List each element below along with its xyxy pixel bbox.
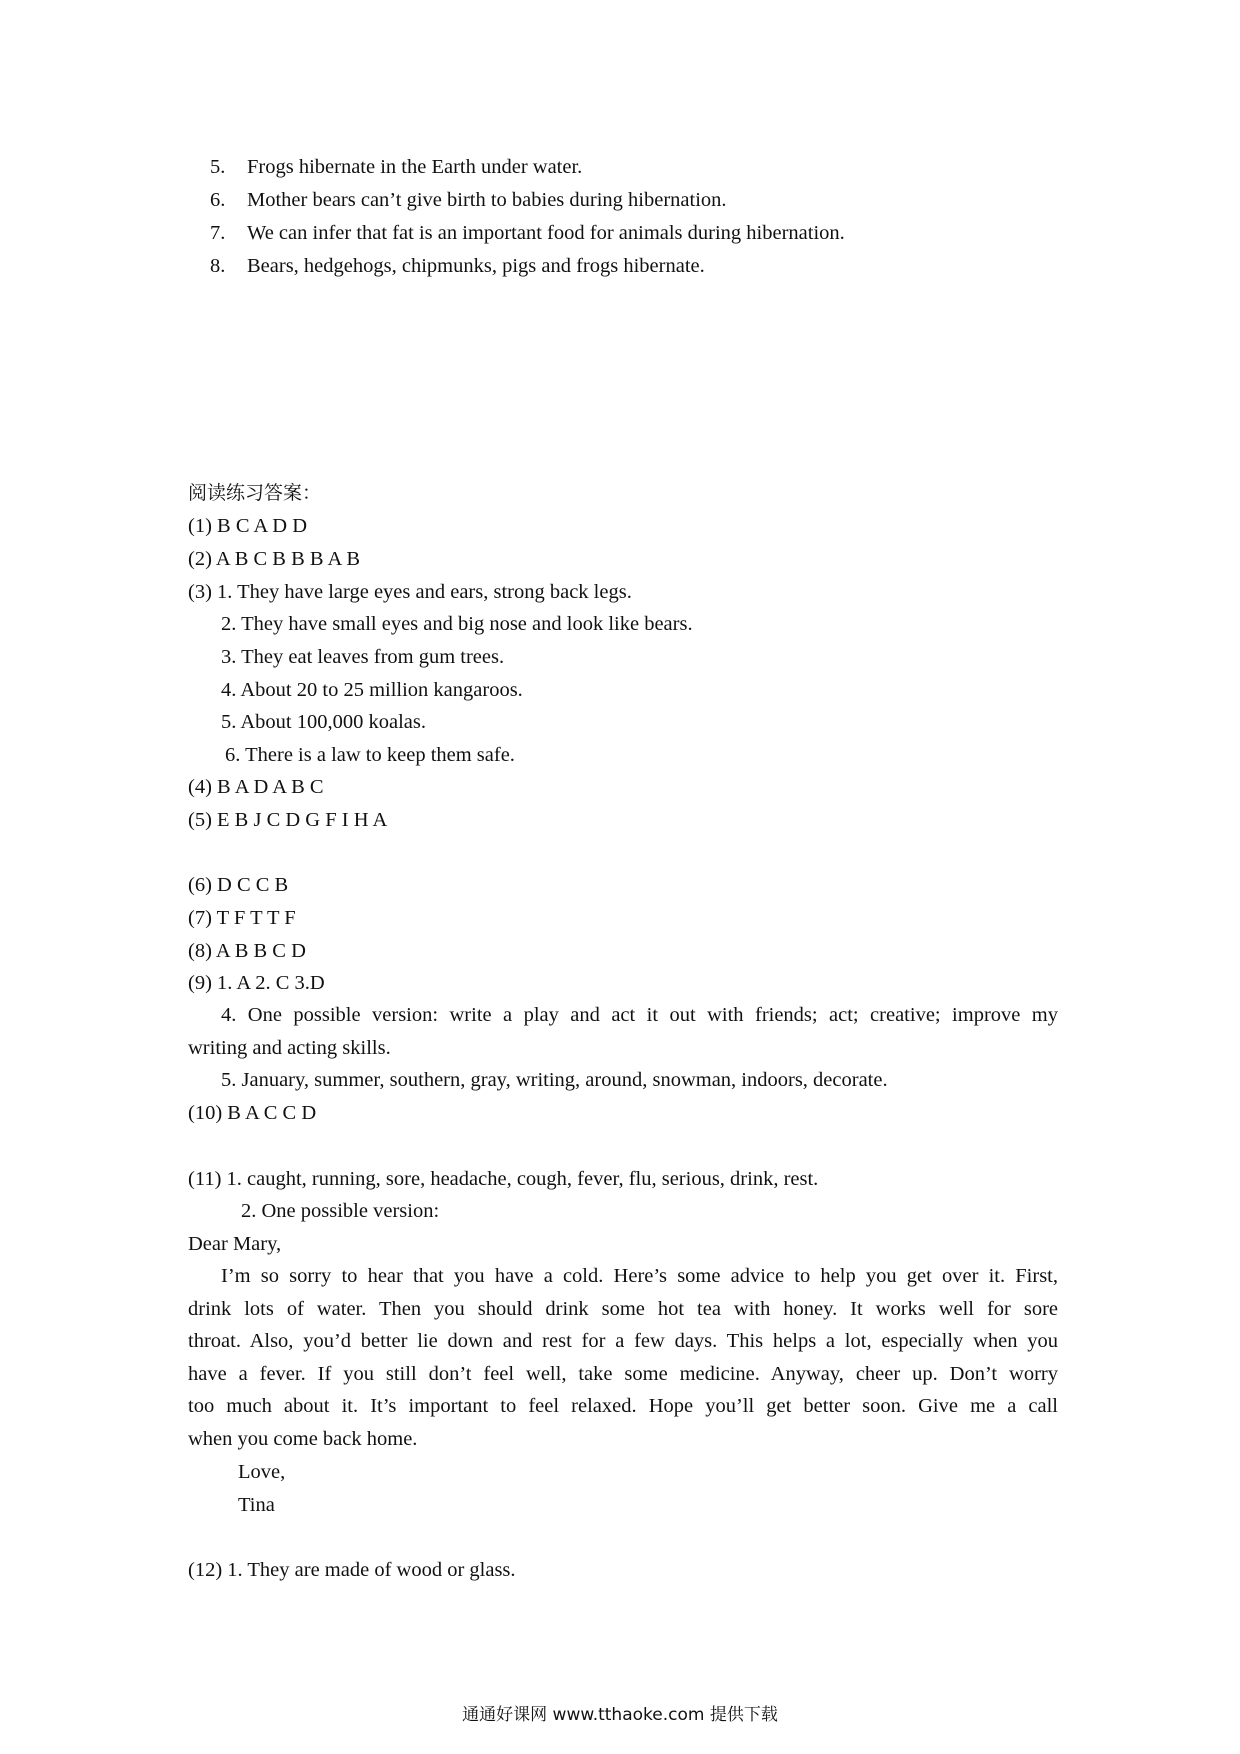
answer-1: (1) B C A D D	[188, 515, 308, 537]
answer-10: (10) B A C C D	[188, 1102, 317, 1124]
answer-6: (6) D C C B	[188, 874, 289, 896]
list-number: 8.	[210, 255, 226, 277]
answer-11-item-2: 2. One possible version:	[241, 1200, 440, 1222]
answer-9-item-5: 5. January, summer, southern, gray, writing, around, snowman, indoors, decorate.	[221, 1069, 888, 1091]
list-text: We can infer that fat is an important food for animals during hibernation.	[247, 222, 845, 244]
answer-5: (5) E B J C D G F I H A	[188, 809, 388, 831]
list-number: 5.	[210, 156, 226, 178]
answer-4: (4) B A D A B C	[188, 776, 324, 798]
letter-greeting: Dear Mary,	[188, 1233, 282, 1255]
answer-3-item-3: 3. They eat leaves from gum trees.	[221, 646, 505, 668]
letter-line: too much about it. It’s important to feel relaxed. Hope you’ll get better soon. Give me a call	[188, 1395, 1058, 1417]
list-text: Frogs hibernate in the Earth under water.	[247, 156, 583, 178]
list-text: Bears, hedgehogs, chipmunks, pigs and frogs hibernate.	[247, 255, 705, 277]
answer-3-item-5: 5. About 100,000 koalas.	[221, 711, 426, 733]
answer-12-item-1: (12) 1. They are made of wood or glass.	[188, 1559, 516, 1581]
answer-9-item-1: (9) 1. A 2. C 3.D	[188, 972, 325, 994]
answer-3-item-6: 6. There is a law to keep them safe.	[225, 744, 515, 766]
answer-3-item-1: (3) 1. They have large eyes and ears, strong back legs.	[188, 581, 632, 603]
list-text: Mother bears can’t give birth to babies during hibernation.	[247, 189, 727, 211]
letter-line-last: when you come back home.	[188, 1428, 418, 1450]
answer-9-item-4: 4. One possible version: write a play and act it out with friends; act; creative; improve my	[221, 1004, 1058, 1026]
letter-line: drink lots of water. Then you should drink some hot tea with honey. It works well for sore	[188, 1298, 1058, 1320]
letter-signature: Tina	[238, 1494, 275, 1516]
letter-line: throat. Also, you’d better lie down and rest for a few days. This helps a lot, especially when you	[188, 1330, 1058, 1352]
answer-11-item-1: (11) 1. caught, running, sore, headache, cough, fever, flu, serious, drink, rest.	[188, 1168, 819, 1190]
list-number: 6.	[210, 189, 226, 211]
page-footer: 通通好课网 www.tthaoke.com 提供下载	[462, 1705, 778, 1725]
letter-line: I’m so sorry to hear that you have a cold. Here’s some advice to help you get over it. First,	[221, 1265, 1058, 1287]
answer-9-item-4-cont: writing and acting skills.	[188, 1037, 391, 1059]
list-number: 7.	[210, 222, 226, 244]
answer-8: (8) A B B C D	[188, 940, 306, 962]
letter-line: have a fever. If you still don’t feel well, take some medicine. Anyway, cheer up. Don’t worry	[188, 1363, 1058, 1385]
letter-closing: Love,	[238, 1461, 286, 1483]
answer-2: (2) A B C B B B A B	[188, 548, 361, 570]
answer-3-item-4: 4. About 20 to 25 million kangaroos.	[221, 679, 523, 701]
answer-3-item-2: 2. They have small eyes and big nose and look like bears.	[221, 613, 693, 635]
answer-7: (7) T F T T F	[188, 907, 296, 929]
answers-heading: 阅读练习答案：	[188, 482, 322, 504]
